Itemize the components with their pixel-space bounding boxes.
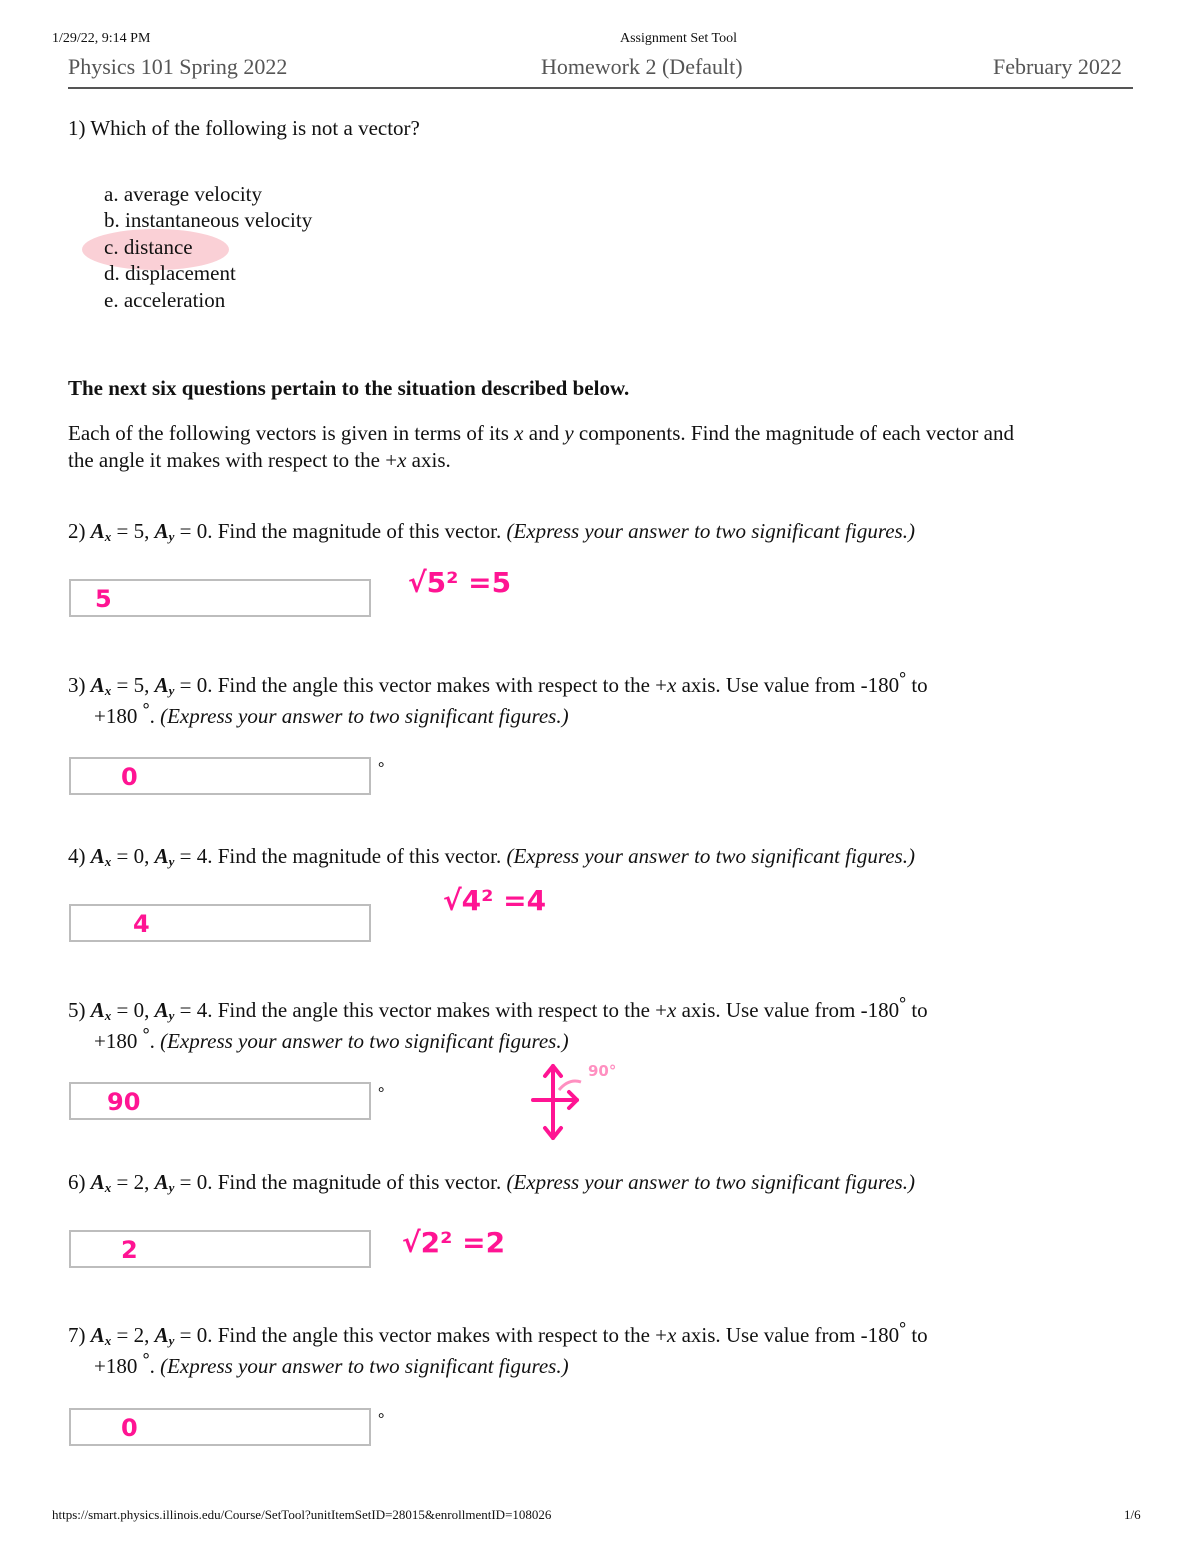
answer-value: 5 (95, 585, 112, 613)
question-2-prompt: 2) $A_x = 5$, $A_y = 0$. Find the magnitude of this vector. (Express your answer to two significant figures.) (68, 519, 915, 544)
task-text: +180 (94, 1354, 143, 1378)
ax-value: 5 (133, 673, 145, 697)
ax-value: 0 (133, 844, 145, 868)
question-5-prompt: 5) $A_x = 0$, $A_y = 4$. Find the angle this vector makes with respect to the +x axis. Use value from -180° to (68, 993, 928, 1023)
task-text: +180 (94, 704, 143, 728)
question-4-prompt: 4) $A_x = 0$, $A_y = 4$. Find the magnitude of this vector. (Express your answer to two significant figures.) (68, 844, 915, 869)
var-a: A (90, 1323, 105, 1347)
intro-text: and (523, 421, 565, 445)
sig-figs-note: (Express your answer to two significant figures.) (160, 1029, 569, 1053)
answer-value: 0 (121, 763, 138, 791)
ay-value: 4 (196, 998, 208, 1022)
task-text: Find the magnitude of this vector. (217, 844, 502, 868)
var-sub: x (104, 1333, 112, 1348)
sig-figs-note: (Express your answer to two significant figures.) (506, 1170, 915, 1194)
answer-value: 90 (107, 1088, 141, 1116)
var-a: A (154, 998, 169, 1022)
var-sub: y (168, 1180, 175, 1195)
var-a: A (90, 673, 105, 697)
task-text: Find the magnitude of this vector. (217, 519, 502, 543)
answer-field-q6[interactable] (69, 1230, 371, 1268)
degree-symbol: ° (899, 993, 907, 1013)
var-a: A (90, 519, 105, 543)
option-e[interactable]: e. acceleration (104, 287, 226, 312)
handwritten-note-q5: 90° (588, 1062, 617, 1080)
var-a: A (90, 998, 105, 1022)
var-a: A (154, 519, 169, 543)
var-sub: y (168, 1008, 175, 1023)
sig-figs-note: (Express your answer to two significant figures.) (506, 844, 915, 868)
task-text: axis. Use value from -180 (676, 673, 900, 697)
handwritten-note-q6: √2² =2 (402, 1226, 506, 1259)
task-text: . (149, 1354, 155, 1378)
x-var: x (666, 673, 677, 697)
var-sub: y (168, 529, 175, 544)
intro-x-var: x (514, 421, 524, 445)
section-heading: The next six questions pertain to the situation described below. (68, 376, 630, 400)
question-number: 2) (68, 519, 86, 543)
var-sub: x (104, 683, 112, 698)
intro-text: components. Find the magnitude of each vector and (573, 421, 1014, 445)
ay-value: 0 (196, 1170, 208, 1194)
intro-x-var: x (397, 448, 407, 472)
var-a: A (154, 673, 169, 697)
handwritten-note-q2: √5² =5 (408, 566, 512, 599)
task-text: . (149, 704, 155, 728)
ay-value: 0 (196, 1323, 208, 1347)
task-text: Find the magnitude of this vector. (217, 1170, 502, 1194)
intro-text: Each of the following vectors is given in terms of its (68, 421, 515, 445)
sig-figs-note: (Express your answer to two significant figures.) (160, 704, 569, 728)
assignment-title: Homework 2 (Default) (541, 54, 743, 79)
header-divider (68, 87, 1133, 89)
var-a: A (154, 844, 169, 868)
answer-field-q7[interactable] (69, 1408, 371, 1446)
var-sub: y (168, 854, 175, 869)
ax-value: 2 (133, 1323, 145, 1347)
degree-symbol: ° (142, 699, 150, 719)
var-sub: x (104, 1180, 112, 1195)
answer-value: 0 (121, 1414, 138, 1442)
degree-symbol: ° (142, 1024, 150, 1044)
task-text: axis. Use value from -180 (676, 1323, 900, 1347)
intro-text: axis. (406, 448, 451, 472)
question-number: 6) (68, 1170, 86, 1194)
task-text: Find the angle this vector makes with respect to the + (217, 1323, 667, 1347)
course-name: Physics 101 Spring 2022 (68, 54, 288, 79)
print-datetime: 1/29/22, 9:14 PM (52, 31, 151, 46)
x-var: x (666, 998, 677, 1022)
task-text: Find the angle this vector makes with respect to the + (217, 998, 667, 1022)
ay-value: 0 (196, 673, 208, 697)
sig-figs-note: (Express your answer to two significant figures.) (506, 519, 915, 543)
question-6-prompt: 6) $A_x = 2$, $A_y = 0$. Find the magnitude of this vector. (Express your answer to two significant figures.) (68, 1170, 915, 1195)
ax-value: 5 (133, 519, 145, 543)
ay-value: 4 (196, 844, 208, 868)
task-text: to (906, 673, 928, 697)
answer-field-q2[interactable] (69, 579, 371, 617)
ax-value: 0 (133, 998, 145, 1022)
ay-value: 0 (196, 519, 208, 543)
page-number: 1/6 (1124, 1507, 1141, 1522)
answer-field-q5[interactable] (69, 1082, 371, 1120)
sig-figs-note: (Express your answer to two significant figures.) (160, 1354, 569, 1378)
var-sub: x (104, 529, 112, 544)
question-3-prompt: 3) $A_x = 5$, $A_y = 0$. Find the angle this vector makes with respect to the +x axis. Use value from -180° to (68, 668, 928, 698)
option-d[interactable]: d. displacement (104, 261, 236, 286)
unit-degree: ° (378, 760, 385, 777)
task-text: . (149, 1029, 155, 1053)
degree-symbol: ° (899, 1318, 907, 1338)
header-date: February 2022 (993, 54, 1122, 79)
ax-value: 2 (133, 1170, 145, 1194)
handwritten-note-q4: √4² =4 (443, 884, 547, 917)
question-7-prompt-cont (94, 1344, 569, 1381)
question-7-prompt: 7) $A_x = 2$, $A_y = 0$. Find the angle this vector makes with respect to the +x axis. Use value from -180° to (68, 1318, 928, 1348)
section-intro (68, 420, 1143, 474)
task-text: Find the angle this vector makes with respect to the + (217, 673, 667, 697)
var-sub: x (104, 1008, 112, 1023)
question-5-prompt-cont (94, 1019, 569, 1056)
answer-value: 4 (133, 910, 150, 938)
option-b[interactable]: b. instantaneous velocity (104, 208, 313, 233)
answer-field-q3[interactable] (69, 757, 371, 795)
question-1-prompt: 1) Which of the following is not a vector? (68, 116, 420, 140)
task-text: +180 (94, 1029, 143, 1053)
x-var: x (666, 1323, 677, 1347)
var-sub: y (168, 683, 175, 698)
var-a: A (154, 1323, 169, 1347)
answer-value: 2 (121, 1236, 138, 1264)
question-1-options (104, 181, 312, 313)
footer-url[interactable]: https://smart.physics.illinois.edu/Course/SetTool?unitItemSetID=28015&enrollmentID=108026 (52, 1507, 552, 1522)
var-a: A (90, 1170, 105, 1194)
intro-text: the angle it makes with respect to the + (68, 448, 398, 472)
answer-field-q4[interactable] (69, 904, 371, 942)
degree-symbol: ° (899, 668, 907, 688)
task-text: axis. Use value from -180 (676, 998, 900, 1022)
option-c[interactable]: c. distance (104, 234, 193, 259)
unit-degree: ° (378, 1085, 385, 1102)
task-text: to (906, 998, 928, 1022)
var-sub: y (168, 1333, 175, 1348)
question-3-prompt-cont (94, 694, 569, 731)
unit-degree: ° (378, 1411, 385, 1428)
degree-symbol: ° (142, 1349, 150, 1369)
task-text: to (906, 1323, 928, 1347)
question-number: 7) (68, 1323, 86, 1347)
var-a: A (90, 844, 105, 868)
question-number: 5) (68, 998, 86, 1022)
intro-y-var: y (564, 421, 574, 445)
print-tool-title: Assignment Set Tool (620, 31, 737, 46)
var-sub: x (104, 854, 112, 869)
option-a[interactable]: a. average velocity (104, 182, 262, 206)
var-a: A (154, 1170, 169, 1194)
question-number: 3) (68, 673, 86, 697)
question-number: 4) (68, 844, 86, 868)
